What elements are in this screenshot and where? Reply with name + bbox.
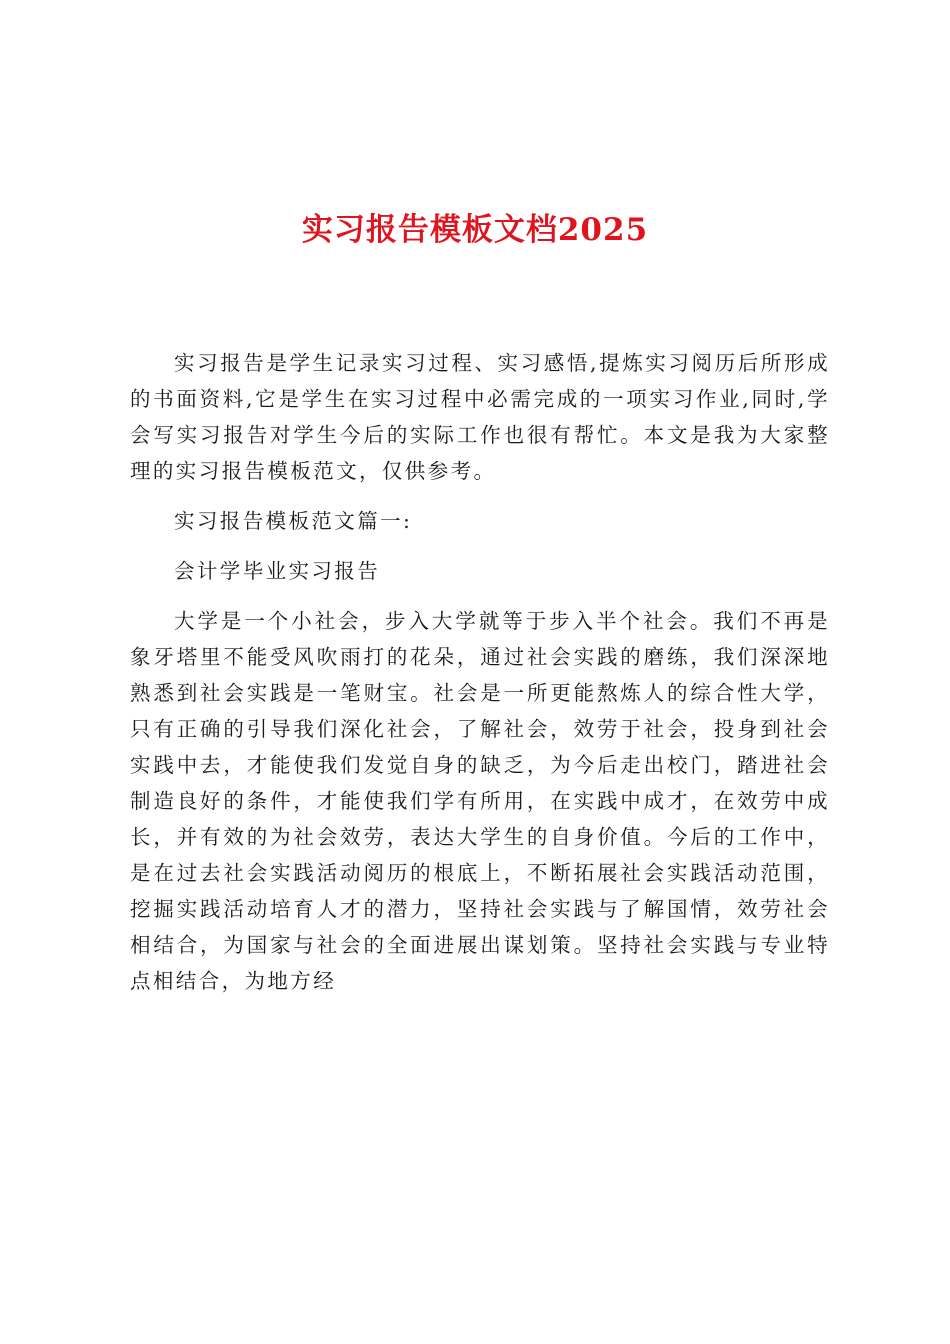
intro-paragraph: 实习报告是学生记录实习过程、实习感悟,提炼实习阅历后所形成的书面资料,它是学生在实习过程中必需完成的一项实习作业,同时,学会写实习报告对学生今后的实际工作也很有帮忙。本文是我为大家整理的实习报告模板范文，仅供参考。: [130, 351, 830, 483]
report-subtitle: 会计学毕业实习报告: [174, 559, 381, 583]
document-body: [130, 345, 830, 1013]
section-heading: 实习报告模板范文篇一:: [174, 509, 413, 533]
document-title: 实习报告模板文档2025: [301, 212, 649, 248]
body-paragraph: 大学是一个小社会，步入大学就等于步入半个社会。我们不再是象牙塔里不能受风吹雨打的花朵，通过社会实践的磨练，我们深深地熟悉到社会实践是一笔财宝。社会是一所更能熬炼人的综合性大学，只有正确的引导我们深化社会，了解社会，效劳于社会，投身到社会实践中去，才能使我们发觉自身的缺乏，为今后走出校门，踏进社会制造良好的条件，才能使我们学有所用，在实践中成才，在效劳中成长，并有效的为社会效劳，表达大学生的自身价值。今后的工作中，是在过去社会实践活动阅历的根底上，不断拓展社会实践活动范围，挖掘实践活动培育人才的潜力，坚持社会实践与了解国情，效劳社会相结合，为国家与社会的全面进展出谋划策。坚持社会实践与专业特点相结合，为地方经: [130, 609, 830, 993]
